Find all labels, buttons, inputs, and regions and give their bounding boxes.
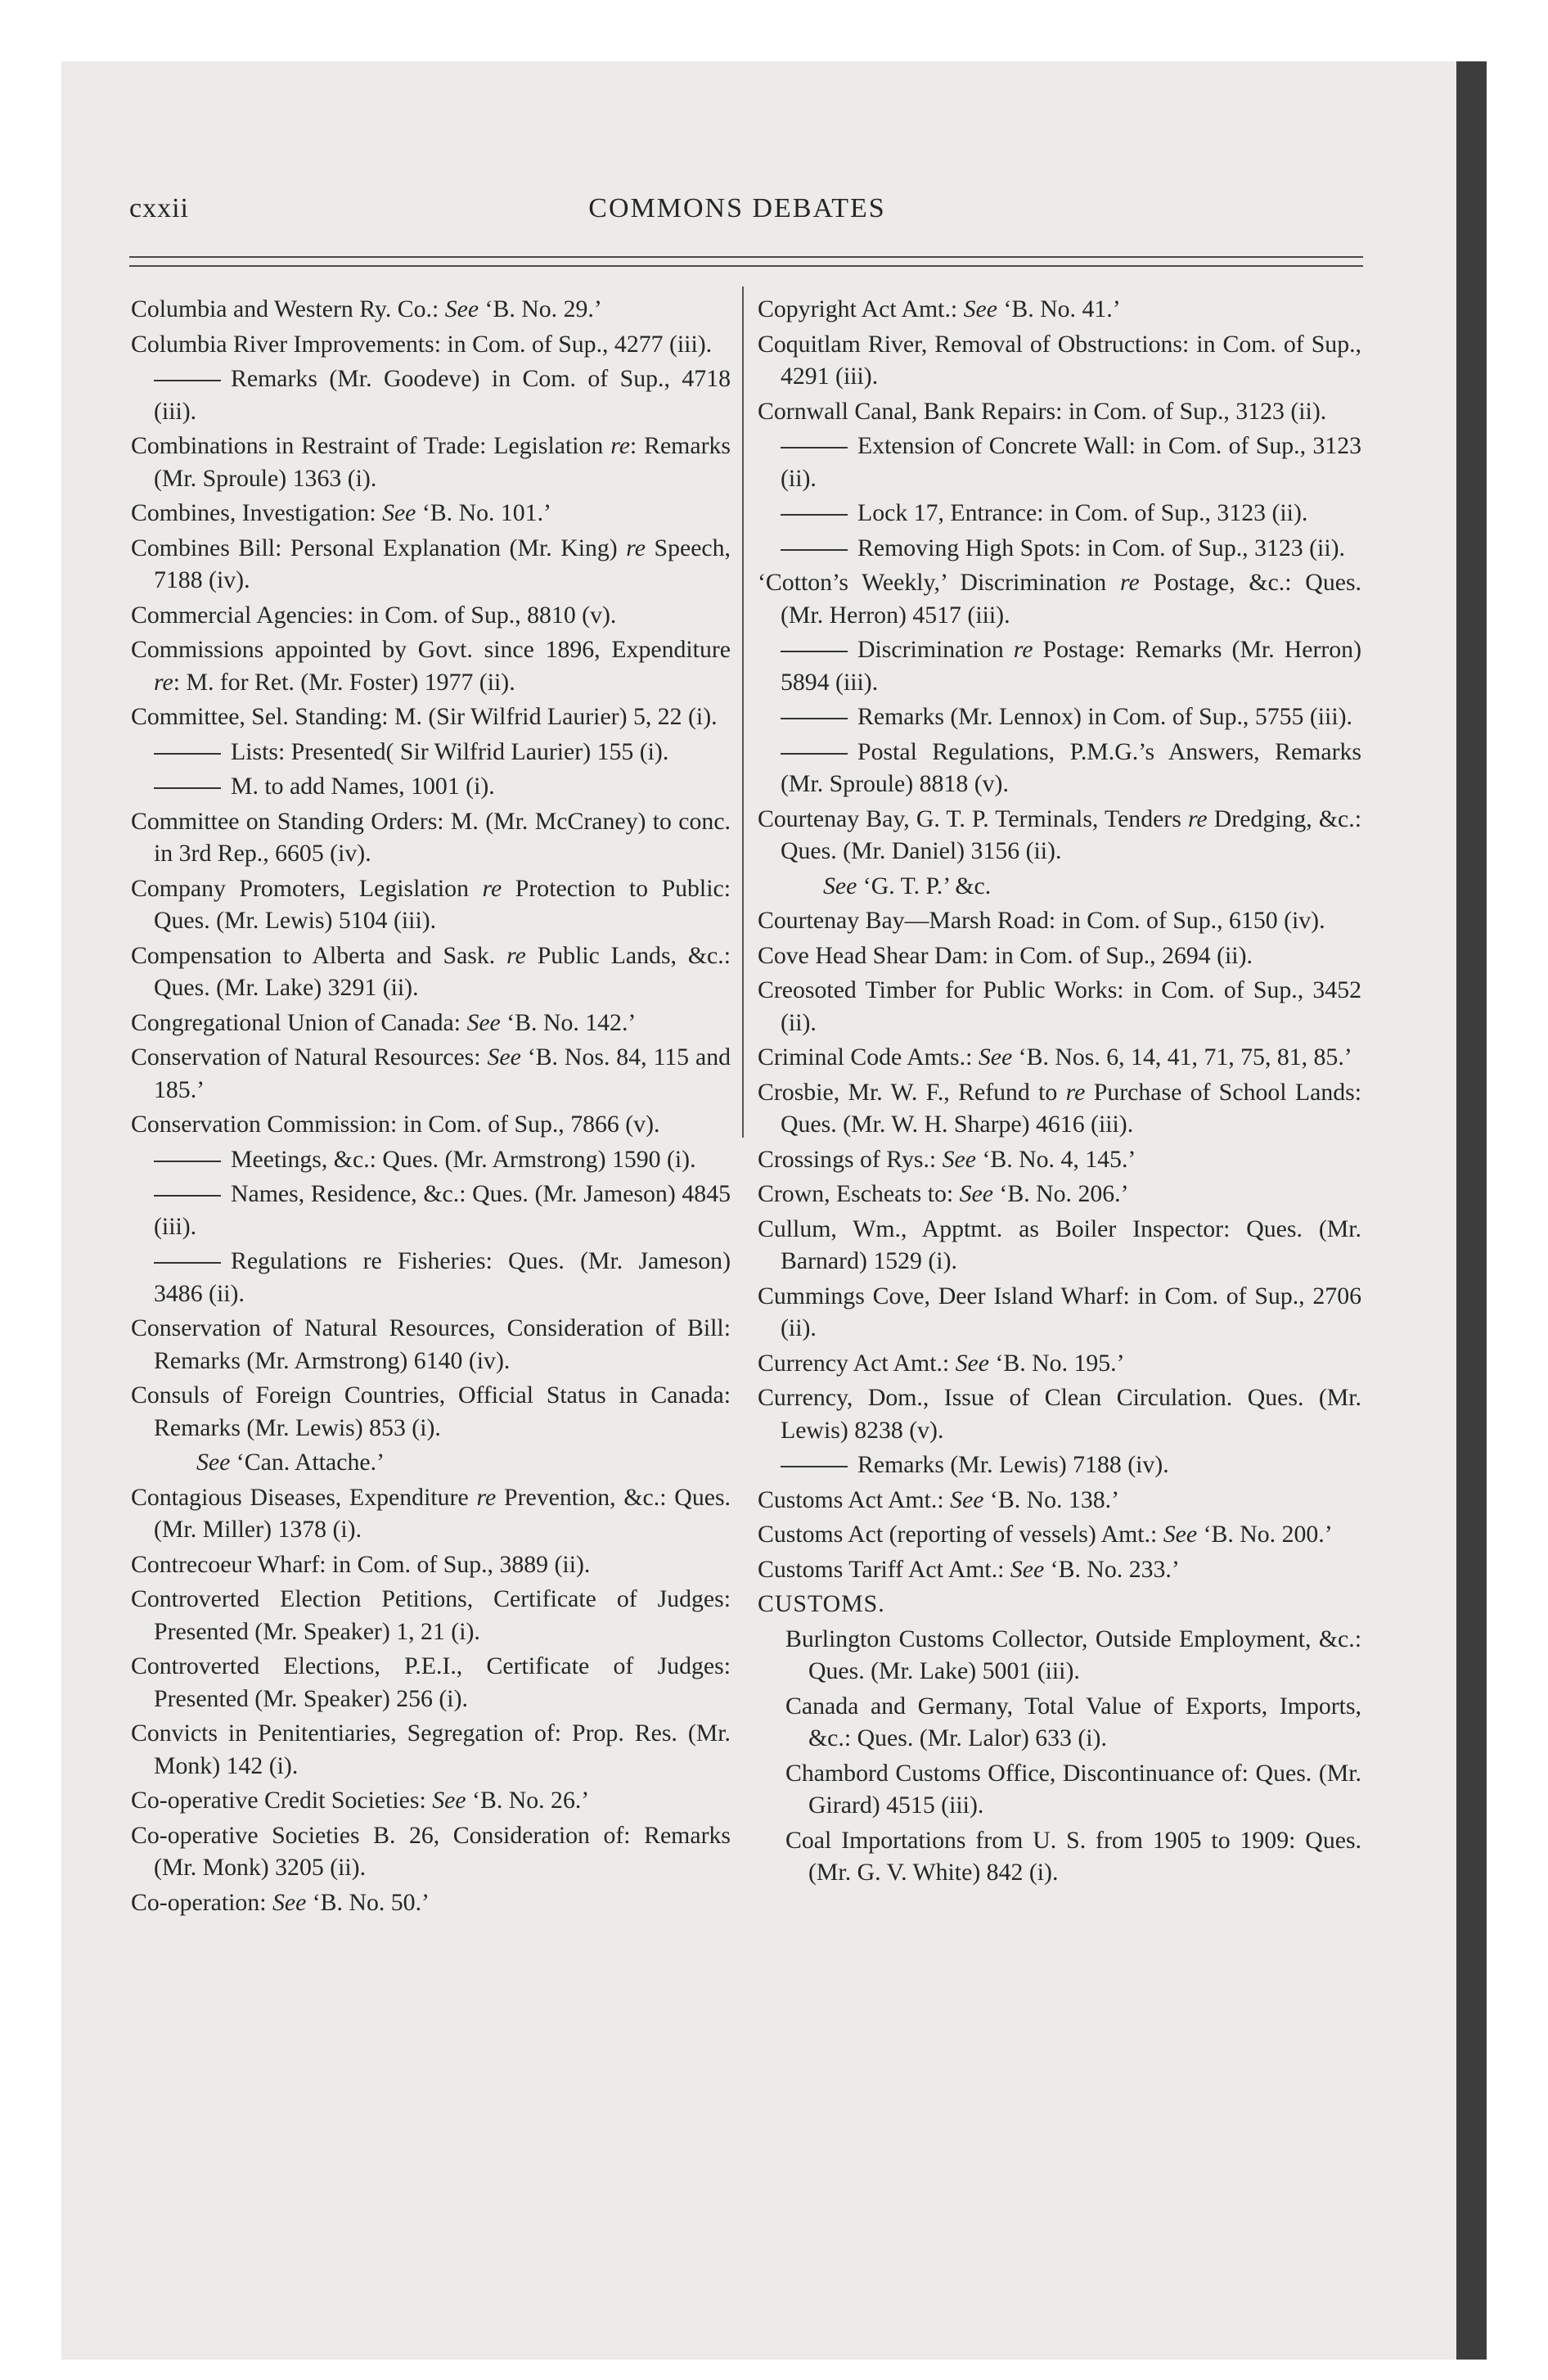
index-entry: Coal Importations from U. S. from 1905 to 1909: Ques. (Mr. G. V. White) 842 (i). — [785, 1826, 1361, 1886]
ditto-dash — [781, 1466, 848, 1467]
index-entry: Remarks (Mr. Lewis) 7188 (iv). — [758, 1449, 1361, 1481]
index-entry: Committee on Standing Orders: M. (Mr. McCraney) to conc. in 3rd Rep., 6605 (iv). — [131, 807, 731, 867]
index-entry: Contrecoeur Wharf: in Com. of Sup., 3889 (ii). — [131, 1550, 591, 1578]
index-entry: Cullum, Wm., Apptmt. as Boiler Inspector: Ques. (Mr. Barnard) 1529 (i). — [758, 1215, 1361, 1274]
index-entry: Combines Bill: Personal Explanation (Mr. King) re Speech, 7188 (iv). — [131, 534, 731, 593]
running-title: COMMONS DEBATES — [588, 193, 886, 223]
ditto-dash — [154, 1161, 221, 1162]
index-entry: Regulations re Fisheries: Ques. (Mr. Jameson) 3486 (ii). — [154, 1247, 731, 1307]
index-entry: Postal Regulations, P.M.G.’s Answers, Remarks (Mr. Sproule) 8818 (v). — [781, 737, 1361, 797]
ditto-dash — [781, 718, 848, 719]
ditto-dash — [781, 549, 848, 551]
header-rule-top — [129, 256, 1363, 258]
index-entry: Congregational Union of Canada: See ‘B. No. 142.’ — [131, 1008, 637, 1036]
index-entry: Conservation Commission: in Com. of Sup., 7866 (v). — [131, 1111, 660, 1138]
index-entry: Burlington Customs Collector, Outside Employment, &c.: Ques. (Mr. Lake) 5001 (iii). — [785, 1625, 1361, 1684]
index-entry: Customs Act (reporting of vessels) Amt.: See ‘B. No. 200.’ — [758, 1521, 1333, 1548]
index-entry: Co-operation: See ‘B. No. 50.’ — [131, 1888, 430, 1916]
index-entry: Lists: Presented( Sir Wilfrid Laurier) 155 (i). — [131, 736, 731, 769]
index-entry: ‘Cotton’s Weekly,’ Discrimination re Postage, &c.: Ques. (Mr. Herron) 4517 (iii). — [758, 569, 1361, 629]
index-entry: Cummings Cove, Deer Island Wharf: in Com. of Sup., 2706 (ii). — [758, 1282, 1361, 1341]
ditto-dash — [154, 787, 221, 789]
index-entry: M. to add Names, 1001 (i). — [131, 770, 731, 803]
index-entry: See ‘G. T. P.’ &c. — [823, 872, 992, 899]
ditto-dash — [154, 1262, 221, 1264]
index-entry: Discrimination re Postage: Remarks (Mr. Herron) 5894 (iii). — [781, 636, 1362, 696]
index-entry: Customs Act Amt.: See ‘B. No. 138.’ — [758, 1485, 1119, 1513]
index-entry: Creosoted Timber for Public Works: in Com. of Sup., 3452 (ii). — [758, 976, 1361, 1036]
index-entry: Committee, Sel. Standing: M. (Sir Wilfrid Laurier) 5, 22 (i). — [131, 703, 718, 730]
index-entry: Controverted Elections, P.E.I., Certificate of Judges: Presented (Mr. Speaker) 256 (i). — [131, 1652, 731, 1712]
index-entry: Commissions appointed by Govt. since 1896, Expenditure re: M. for Ret. (Mr. Foster) 1977 (ii). — [131, 636, 731, 696]
index-entry: Controverted Election Petitions, Certificate of Judges: Presented (Mr. Speaker) 1, 21 (i). — [131, 1585, 731, 1645]
index-entry: Remarks (Mr. Lennox) in Com. of Sup., 5755 (iii). — [758, 701, 1361, 733]
index-entry: Courtenay Bay, G. T. P. Terminals, Tenders re Dredging, &c.: Ques. (Mr. Daniel) 3156 (ii). — [758, 805, 1361, 864]
index-entry: See ‘Can. Attache.’ — [196, 1449, 385, 1476]
index-entry: Coquitlam River, Removal of Obstructions: in Com. of Sup., 4291 (iii). — [758, 330, 1361, 390]
index-entry: Co-operative Credit Societies: See ‘B. No. 26.’ — [131, 1787, 590, 1814]
index-entry: Combinations in Restraint of Trade: Legislation re: Remarks (Mr. Sproule) 1363 (i). — [131, 432, 731, 492]
index-entry: Removing High Spots: in Com. of Sup., 3123 (ii). — [758, 532, 1361, 565]
index-entry: Commercial Agencies: in Com. of Sup., 8810 (v). — [131, 601, 617, 629]
index-entry: Extension of Concrete Wall: in Com. of Sup., 3123 (ii). — [781, 432, 1361, 492]
index-entry: Crown, Escheats to: See ‘B. No. 206.’ — [758, 1180, 1129, 1207]
ditto-dash — [154, 753, 221, 755]
ditto-dash — [781, 753, 848, 755]
index-entry: Columbia and Western Ry. Co.: See ‘B. No. 29.’ — [131, 295, 602, 322]
index-column-left — [131, 293, 731, 1921]
index-entry: Currency, Dom., Issue of Clean Circulation. Ques. (Mr. Lewis) 8238 (v). — [758, 1384, 1361, 1444]
index-entry: Conservation of Natural Resources, Consideration of Bill: Remarks (Mr. Armstrong) 6140 (iv). — [131, 1314, 731, 1374]
index-entry: Convicts in Penitentiaries, Segregation of: Prop. Res. (Mr. Monk) 142 (i). — [131, 1720, 731, 1779]
header-rule-bottom — [129, 265, 1363, 267]
ditto-dash — [781, 447, 848, 449]
index-entry: Criminal Code Amts.: See ‘B. Nos. 6, 14, 41, 71, 75, 81, 85.’ — [758, 1044, 1352, 1071]
index-entry: Currency Act Amt.: See ‘B. No. 195.’ — [758, 1349, 1125, 1377]
index-entry: Names, Residence, &c.: Ques. (Mr. Jameson) 4845 (iii). — [154, 1180, 731, 1240]
index-entry: Co-operative Societies B. 26, Consideration of: Remarks (Mr. Monk) 3205 (ii). — [131, 1821, 731, 1881]
index-entry: Lock 17, Entrance: in Com. of Sup., 3123 (ii). — [758, 497, 1361, 530]
ditto-dash — [154, 380, 221, 381]
index-entry: Customs Tariff Act Amt.: See ‘B. No. 233.’ — [758, 1555, 1180, 1583]
index-entry: Cove Head Shear Dam: in Com. of Sup., 2694 (ii). — [758, 941, 1253, 969]
index-entry: Compensation to Alberta and Sask. re Public Lands, &c.: Ques. (Mr. Lake) 3291 (ii). — [131, 941, 731, 1001]
index-entry: Chambord Customs Office, Discontinuance of: Ques. (Mr. Girard) 4515 (iii). — [785, 1759, 1361, 1819]
index-entry: Meetings, &c.: Ques. (Mr. Armstrong) 1590 (i). — [131, 1143, 731, 1176]
index-entry: Columbia River Improvements: in Com. of Sup., 4277 (iii). — [131, 330, 713, 358]
column-divider — [742, 286, 744, 1138]
index-entry: Combines, Investigation: See ‘B. No. 101.’ — [131, 499, 551, 526]
index-entry: Cornwall Canal, Bank Repairs: in Com. of Sup., 3123 (ii). — [758, 397, 1327, 425]
index-entry: Conservation of Natural Resources: See ‘B. Nos. 84, 115 and 185.’ — [131, 1044, 731, 1103]
index-entry: Courtenay Bay—Marsh Road: in Com. of Sup., 6150 (iv). — [758, 907, 1325, 934]
index-entry: Consuls of Foreign Countries, Official Status in Canada: Remarks (Mr. Lewis) 853 (i). — [131, 1382, 731, 1441]
page-folio: cxxii — [129, 193, 189, 223]
index-entry: Canada and Germany, Total Value of Exports, Imports, &c.: Ques. (Mr. Lalor) 633 (i). — [785, 1692, 1361, 1751]
index-entry: Crossings of Rys.: See ‘B. No. 4, 145.’ — [758, 1145, 1136, 1173]
index-entry: Remarks (Mr. Goodeve) in Com. of Sup., 4718 (iii). — [154, 365, 731, 425]
index-entry: Crosbie, Mr. W. F., Refund to re Purchase of School Lands: Ques. (Mr. W. H. Sharpe) 4616 (iii). — [758, 1078, 1361, 1138]
page-edge-shadow — [1456, 61, 1487, 2360]
index-column-right — [758, 293, 1361, 1891]
ditto-dash — [781, 651, 848, 652]
index-entry: Contagious Diseases, Expenditure re Prevention, &c.: Ques. (Mr. Miller) 1378 (i). — [131, 1483, 731, 1543]
index-entry: Company Promoters, Legislation re Protection to Public: Ques. (Mr. Lewis) 5104 (iii). — [131, 874, 731, 934]
index-entry: Copyright Act Amt.: See ‘B. No. 41.’ — [758, 295, 1121, 322]
ditto-dash — [781, 514, 848, 516]
ditto-dash — [154, 1195, 221, 1197]
index-section-heading: CUSTOMS. — [758, 1590, 885, 1617]
